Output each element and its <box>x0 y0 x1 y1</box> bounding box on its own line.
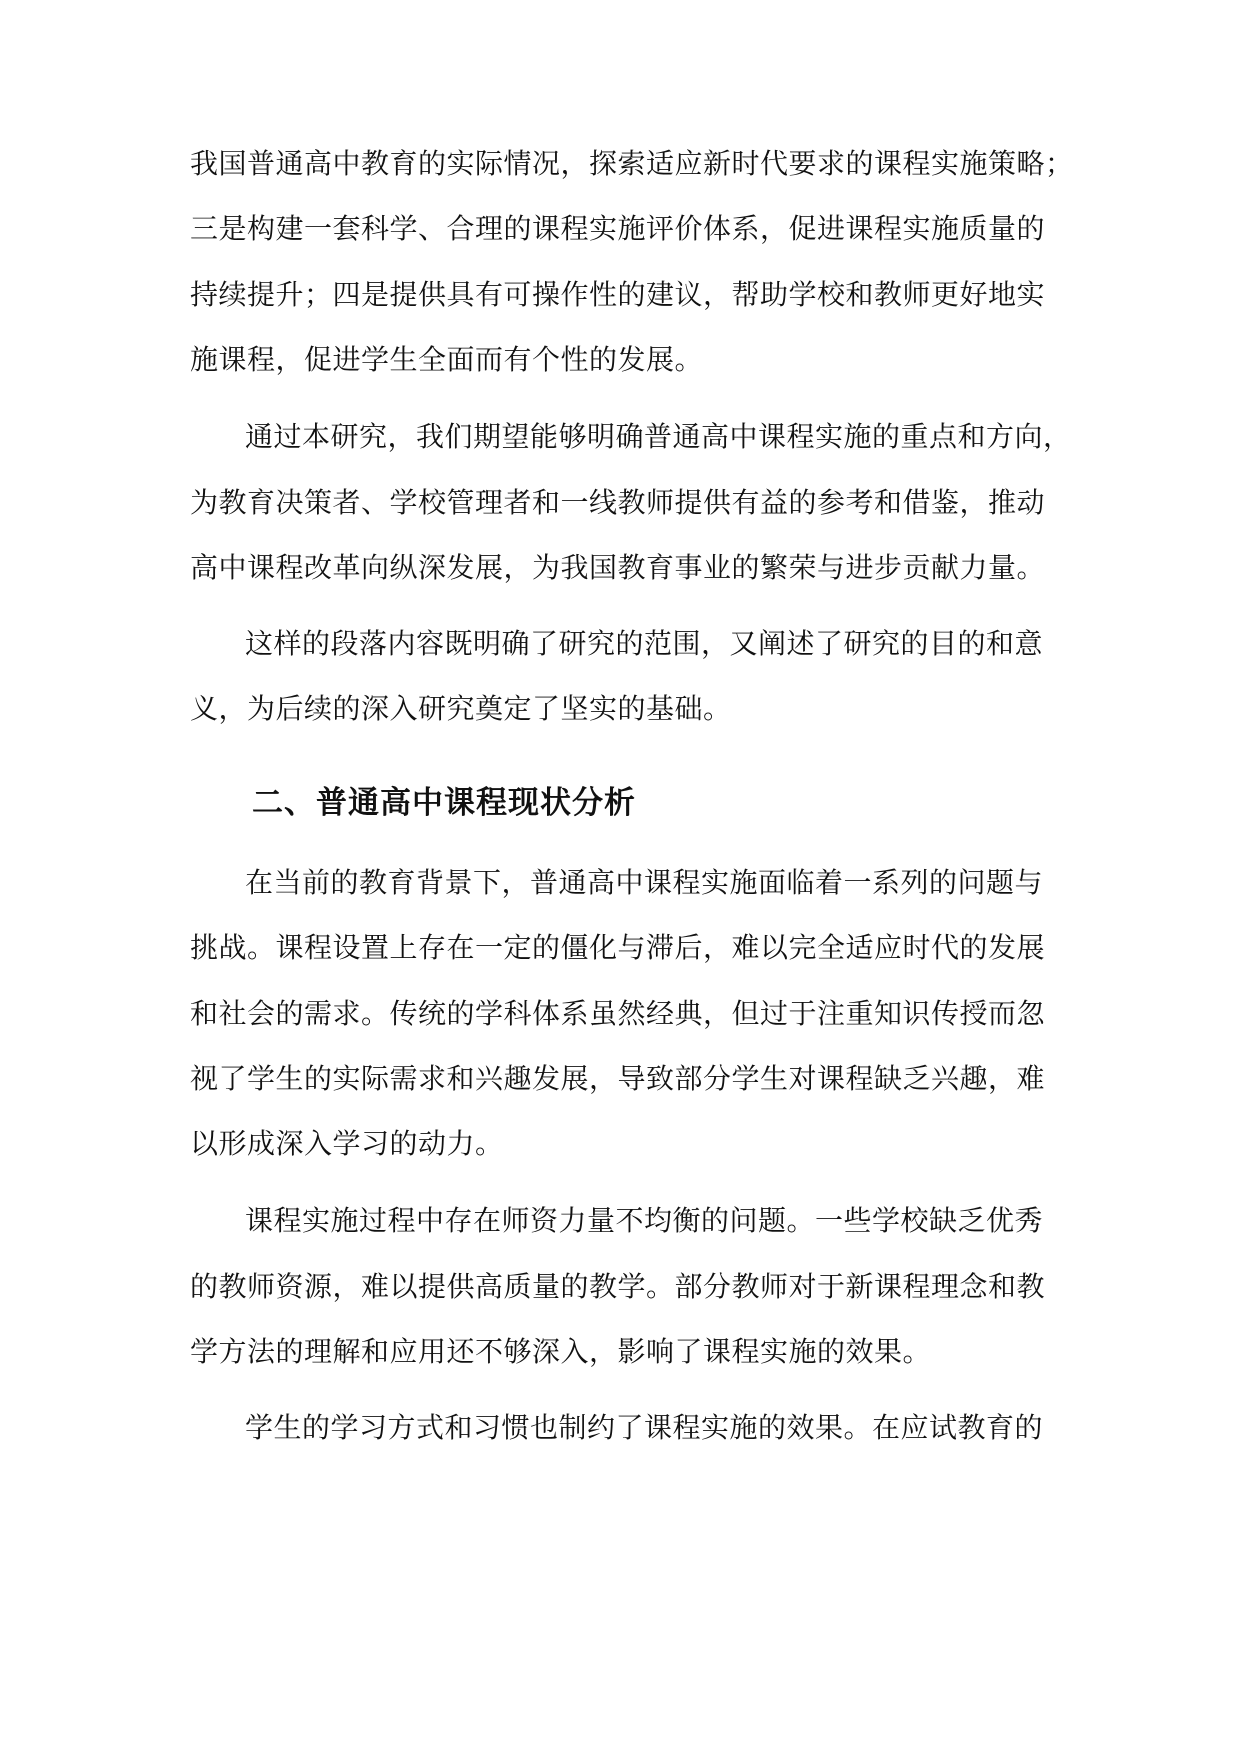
paragraph-4-line-3: 和社会的需求。传统的学科体系虽然经典，但过于注重知识传授而忽 <box>190 997 1046 1030</box>
paragraph-3-line-2: 义，为后续的深入研究奠定了坚实的基础。 <box>190 692 732 725</box>
paragraph-4-line-4: 视了学生的实际需求和兴趣发展，导致部分学生对课程缺乏兴趣，难 <box>190 1062 1046 1095</box>
paragraph-1-line-3: 持续提升；四是提供具有可操作性的建议，帮助学校和教师更好地实 <box>190 278 1046 311</box>
paragraph-1-line-1: 我国普通高中教育的实际情况，探索适应新时代要求的课程实施策略； <box>190 147 1074 180</box>
paragraph-4-line-5: 以形成深入学习的动力。 <box>190 1127 504 1160</box>
paragraph-5-line-1: 课程实施过程中存在师资力量不均衡的问题。一些学校缺乏优秀 <box>245 1204 1044 1237</box>
paragraph-2-line-1: 通过本研究，我们期望能够明确普通高中课程实施的重点和方向， <box>245 420 1072 453</box>
paragraph-2-line-3: 高中课程改革向纵深发展，为我国教育事业的繁荣与进步贡献力量。 <box>190 551 1046 584</box>
paragraph-4-line-2: 挑战。课程设置上存在一定的僵化与滞后，难以完全适应时代的发展 <box>190 931 1046 964</box>
section-heading: 二、普通高中课程现状分析 <box>252 785 636 821</box>
paragraph-2-line-2: 为教育决策者、学校管理者和一线教师提供有益的参考和借鉴，推动 <box>190 486 1046 519</box>
paragraph-4-line-1: 在当前的教育背景下，普通高中课程实施面临着一系列的问题与 <box>245 866 1044 899</box>
paragraph-1-line-4: 施课程，促进学生全面而有个性的发展。 <box>190 343 704 376</box>
paragraph-5-line-3: 学方法的理解和应用还不够深入，影响了课程实施的效果。 <box>190 1335 932 1368</box>
paragraph-3-line-1: 这样的段落内容既明确了研究的范围，又阐述了研究的目的和意 <box>245 627 1044 660</box>
paragraph-6-line-1: 学生的学习方式和习惯也制约了课程实施的效果。在应试教育的 <box>245 1411 1044 1444</box>
paragraph-5-line-2: 的教师资源，难以提供高质量的教学。部分教师对于新课程理念和教 <box>190 1270 1046 1303</box>
paragraph-1-line-2: 三是构建一套科学、合理的课程实施评价体系，促进课程实施质量的 <box>190 212 1046 245</box>
